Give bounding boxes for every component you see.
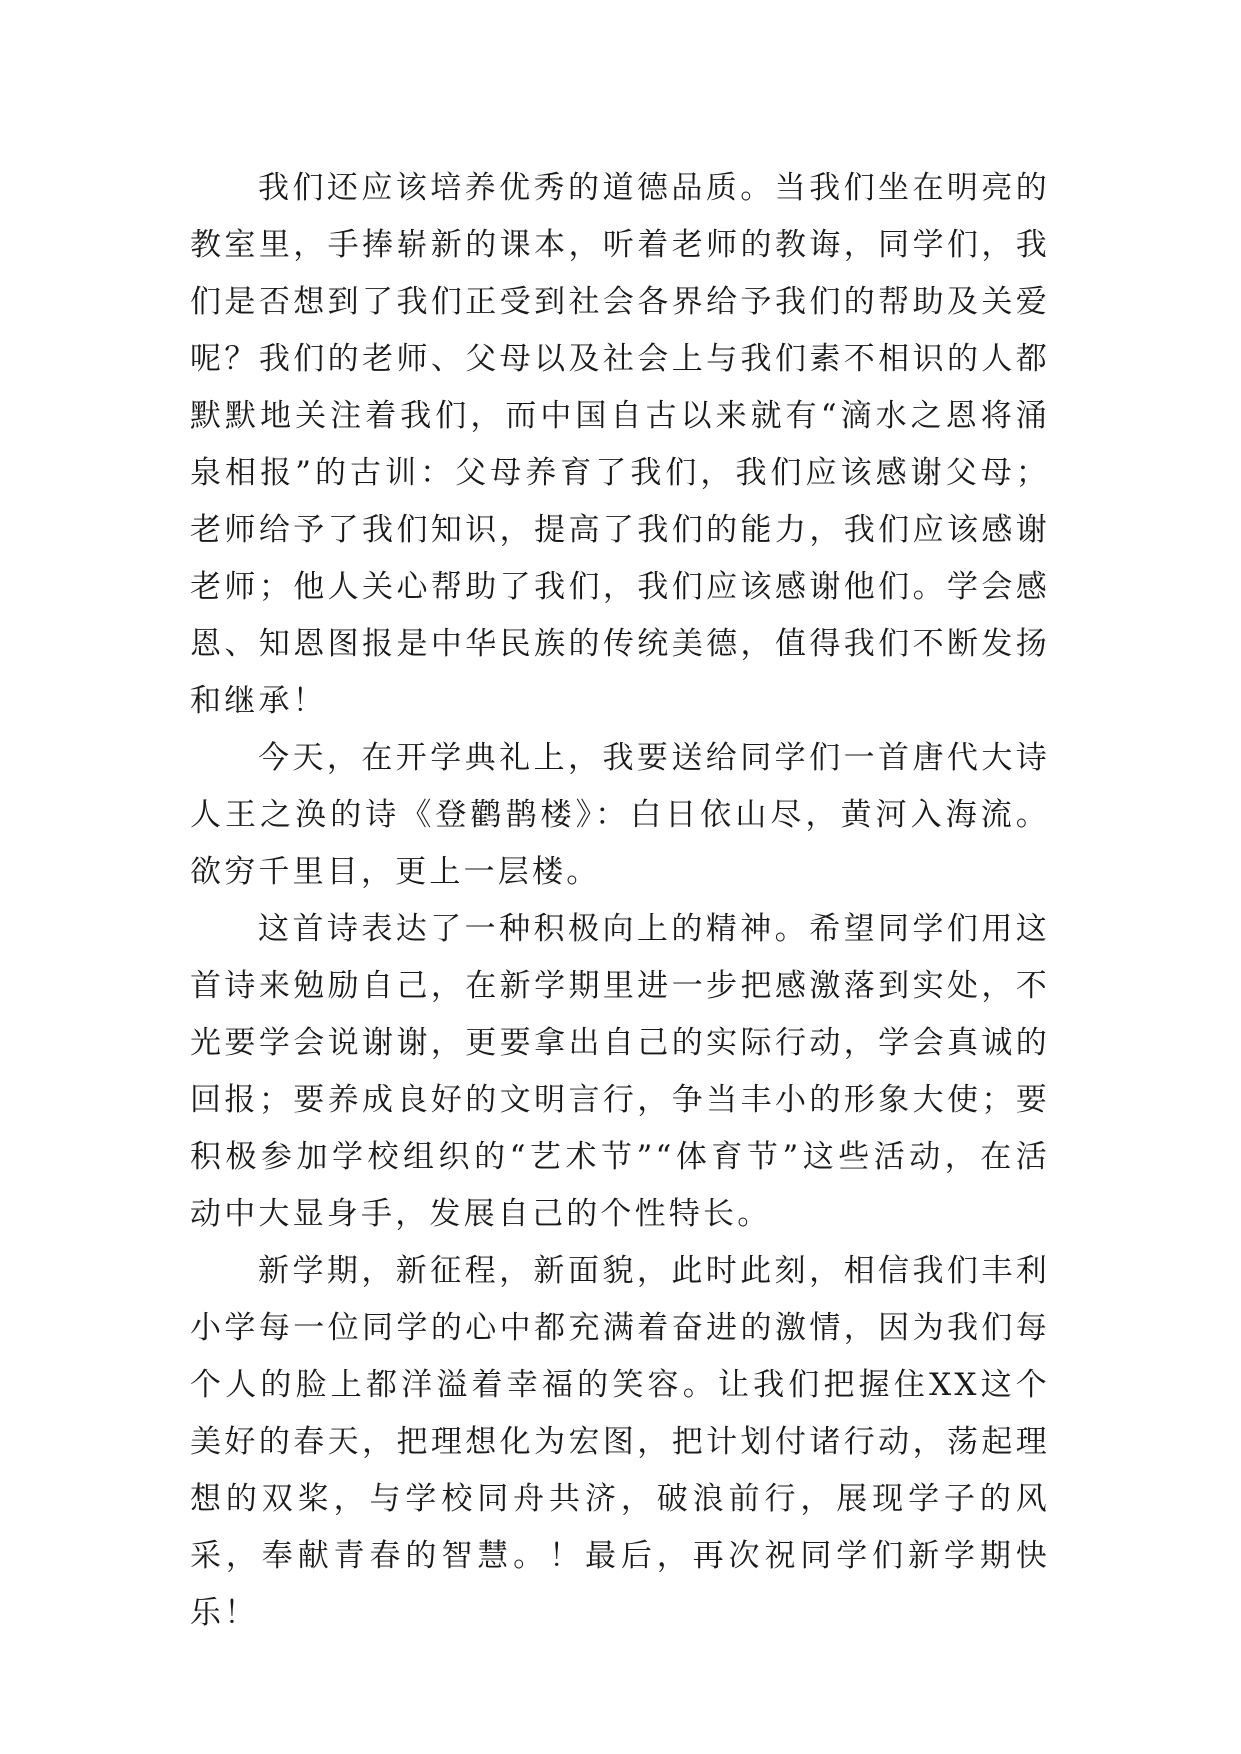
paragraph-gratitude: 我们还应该培养优秀的道德品质。当我们坐在明亮的教室里，手捧崭新的课本，听着老师的教诲，同学们，我们是否想到了我们正受到社会各界给予我们的帮助及关爱呢？我们的老师、父母以及社会上与我们素不相识的人都默默地关注着我们，而中国自古以来就有“滴水之恩将涌泉相报”的古训：父母养育了我们，我们应该感谢父母；老师给予了我们知识，提高了我们的能力，我们应该感谢老师；他人关心帮助了我们，我们应该感谢他们。学会感恩、知恩图报是中华民族的传统美德，值得我们不断发扬和继承！ bbox=[190, 170, 1050, 719]
paragraph-poem: 今天，在开学典礼上，我要送给同学们一首唐代大诗人王之涣的诗《登鹳鹊楼》：白日依山尽，黄河入海流。欲穷千里目，更上一层楼。 bbox=[190, 740, 1050, 890]
paragraph-closing: 新学期，新征程，新面貌，此时此刻，相信我们丰利小学每一位同学的心中都充满着奋进的激情，因为我们每个人的脸上都洋溢着幸福的笑容。让我们把握住XX这个美好的春天，把理想化为宏图，把计划付诸行动，荡起理想的双桨，与学校同舟共济，破浪前行，展现学子的风采，奉献青春的智慧。！最后，再次祝同学们新学期快乐！ bbox=[190, 1253, 1050, 1631]
paragraph-spirit: 这首诗表达了一种积极向上的精神。希望同学们用这首诗来勉励自己，在新学期里进一步把感激落到实处，不光要学会说谢谢，更要拿出自己的实际行动，学会真诚的回报；要养成良好的文明言行，争当丰小的形象大使；要积极参加学校组织的“艺术节”“体育节”这些活动，在活动中大显身手，发展自己的个性特长。 bbox=[190, 911, 1050, 1232]
document-body bbox=[190, 160, 1050, 1642]
